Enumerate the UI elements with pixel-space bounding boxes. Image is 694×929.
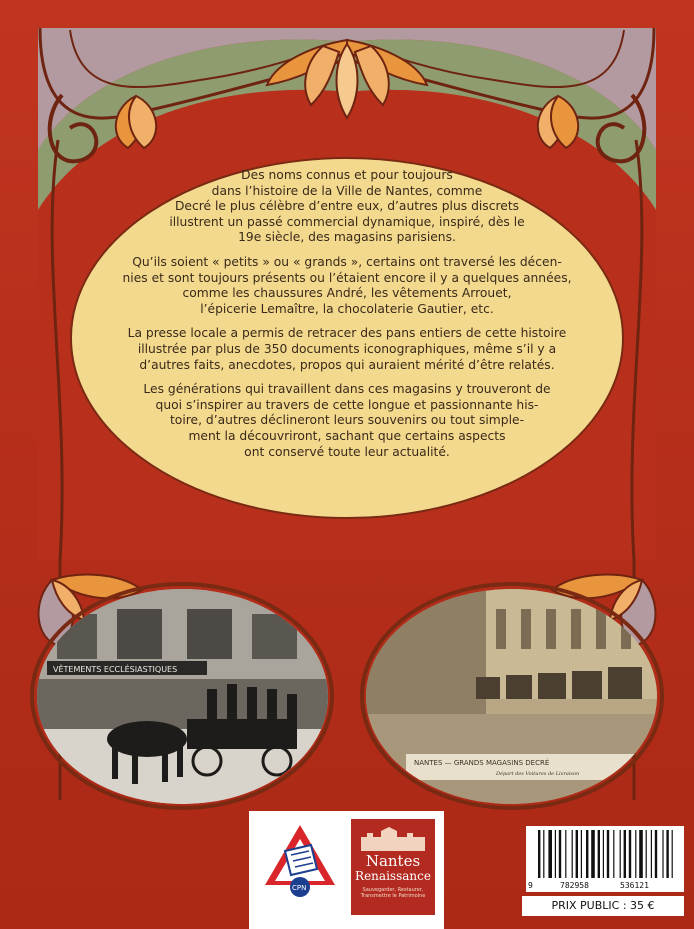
barcode-bar <box>655 830 657 878</box>
barcode-bar <box>559 830 561 878</box>
text-line: 19e siècle, des magasins parisiens. <box>238 230 456 245</box>
barcode-bar <box>666 830 668 878</box>
paper-sheet-icon <box>285 845 317 875</box>
barcode-bar <box>581 830 582 878</box>
barcode-bar <box>613 830 614 878</box>
paragraph-4 <box>108 382 586 460</box>
text-line: La presse locale a permis de retracer des pans entiers de cette histoire <box>127 326 567 341</box>
text-line: nies et sont toujours présents ou l’étaient encore il y a quelques années, <box>122 270 572 285</box>
nr-subtitle: Renaissance <box>355 869 431 883</box>
barcode-bar <box>639 830 643 878</box>
barcode-bar <box>635 830 636 878</box>
barcode-bar <box>586 830 588 878</box>
text-line: ment la découvriront, sachant que certains aspects <box>188 428 506 443</box>
nantes-renaissance-logo <box>351 819 435 915</box>
shop-sign-text: VÊTEMENTS ECCLÉSIASTIQUES <box>53 665 178 674</box>
publisher-logos <box>249 811 444 929</box>
barcode-bar <box>591 830 595 878</box>
text-line: Decré le plus célèbre d’entre eux, d’autres plus discrets <box>174 199 520 214</box>
cpn-logo <box>261 821 339 899</box>
barcode-bar <box>572 830 573 878</box>
photo-caption: NANTES — GRANDS MAGASINS DECRÉ <box>414 759 550 767</box>
castle-icon <box>361 827 425 851</box>
text-line: Les générations qui travaillent dans ces magasins y trouveront de <box>143 382 551 397</box>
barcode-bar <box>565 830 566 878</box>
barcode-bar <box>576 830 578 878</box>
photo-delivery-vans <box>366 589 657 804</box>
text-line: illustrent un passé commercial dynamique, inspiré, dès le <box>169 214 525 229</box>
photo-subcaption: Départ des Voitures de Livraison <box>496 771 580 777</box>
photo-shop-facade <box>37 589 328 804</box>
barcode-bar <box>543 830 544 878</box>
paragraph-1 <box>108 168 586 246</box>
barcode-bar <box>662 830 663 878</box>
barcode <box>526 826 684 880</box>
barcode-bar <box>538 830 540 878</box>
text-line: ont conservé toute leur actualité. <box>244 444 450 459</box>
barcode-group-2: 536121 <box>620 881 649 890</box>
price-label: PRIX PUBLIC : 35 € <box>522 896 684 916</box>
barcode-bar <box>603 830 604 878</box>
barcode-bar <box>607 830 609 878</box>
paragraph-2 <box>108 255 586 317</box>
text-line: quoi s’inspirer au travers de cette longue et passionnante his- <box>155 397 539 412</box>
barcode-bar <box>598 830 600 878</box>
text-line: illustrée par plus de 350 documents iconographiques, même s’il y a <box>137 341 557 356</box>
text-line: toire, d’autres déclineront leurs souvenirs ou tout simple- <box>169 413 525 428</box>
text-line: Qu’ils soient « petits » ou « grands », certains ont traversé les décen- <box>132 254 562 269</box>
barcode-bar <box>651 830 652 878</box>
barcode-bar <box>646 830 647 878</box>
barcode-bar <box>624 830 626 878</box>
barcode-bar <box>672 830 673 878</box>
barcode-first-digit: 9 <box>528 881 533 890</box>
barcode-bar <box>629 830 631 878</box>
back-cover-text <box>108 168 586 508</box>
barcode-group-1: 782958 <box>560 881 589 890</box>
text-line: l’épicerie Lemaître, la chocolaterie Gautier, etc. <box>200 301 494 316</box>
barcode-bar <box>620 830 621 878</box>
barcode-bar <box>555 830 556 878</box>
barcode-bar <box>548 830 552 878</box>
paragraph-3 <box>108 326 586 373</box>
text-line: Des noms connus et pour toujours <box>241 168 453 182</box>
text-line: comme les chaussures André, les vêtements Arrouet, <box>182 286 512 301</box>
barcode-digits <box>526 880 684 892</box>
text-line: dans l’histoire de la Ville de Nantes, comme <box>211 183 483 198</box>
nr-tagline: Sauvegarder, Restaurer, Transmettre le Patrimoine <box>360 887 426 899</box>
text-line: d’autres faits, anecdotes, propos qui auraient mérité d’être relatés. <box>139 357 555 372</box>
nr-title: Nantes <box>365 852 421 870</box>
cpn-label: CPN <box>292 884 307 892</box>
